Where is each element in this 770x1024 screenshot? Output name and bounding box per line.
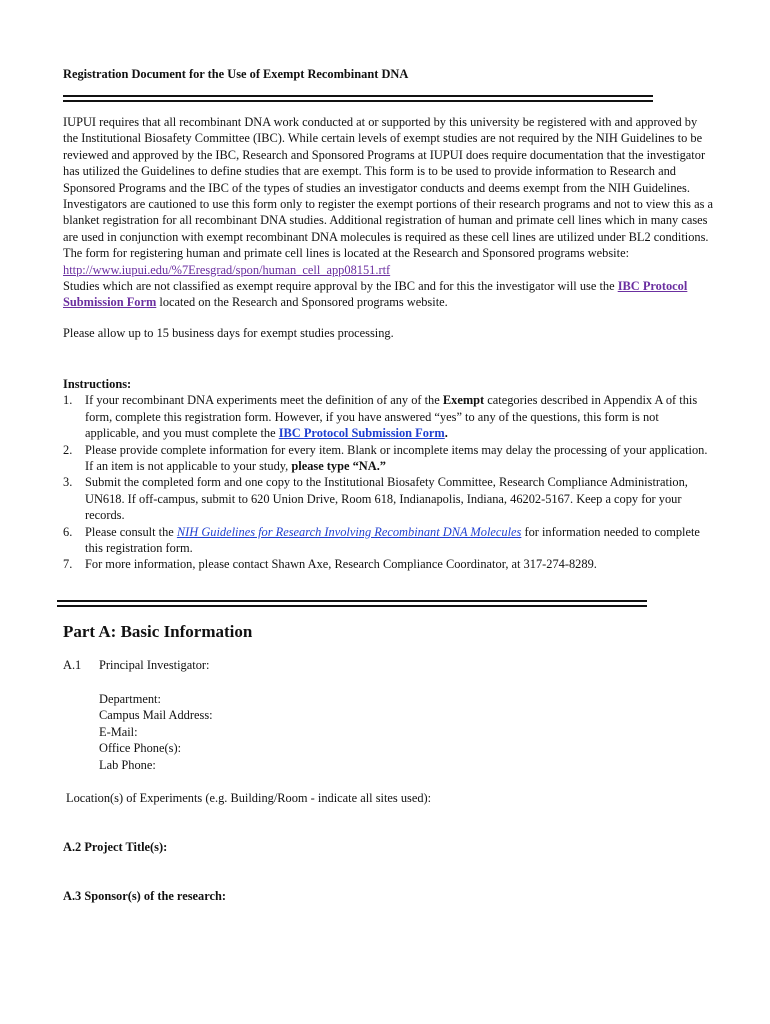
pi-fields: [99, 691, 213, 773]
document-title: Registration Document for the Use of Exempt Recombinant DNA: [63, 67, 409, 81]
list-number: 7.: [63, 557, 73, 572]
lab-phone-field: Lab Phone:: [99, 757, 156, 772]
list-number: 2.: [63, 442, 73, 457]
text-run: Please provide complete information for every item. Blank or incomplete items may delay the processing of your application. If an item is not applicable to your study,: [85, 442, 708, 474]
list-item: [63, 524, 713, 557]
double-rule-divider-2: [57, 600, 647, 607]
department-field: Department:: [99, 692, 161, 706]
ibc-protocol-form-link-2[interactable]: IBC Protocol Submission Form: [278, 426, 445, 441]
ibc-protocol-form-link[interactable]: IBC Protocol Submission Form: [63, 279, 688, 310]
sponsor-field: A.3 Sponsor(s) of the research:: [63, 889, 227, 903]
instructions-list: [63, 392, 713, 572]
intro-section: [63, 114, 713, 341]
list-number: 6.: [63, 524, 73, 539]
list-text: [85, 392, 713, 441]
text-run: .: [444, 426, 448, 441]
double-rule-divider: [63, 95, 653, 102]
text-run: categories described in Appendix A of this form, complete this registration form. However, if you have answered “yes” to any of the questions, this form is not applicable, and you must complete the: [85, 393, 698, 441]
cell-lines-form-link[interactable]: http://www.iupui.edu/%7Eresgrad/spon/human_cell_app08151.rtf: [63, 262, 391, 277]
nih-guidelines-link[interactable]: NIH Guidelines for Research Involving Recombinant DNA Molecules: [176, 524, 522, 539]
text-run: Please consult the: [85, 524, 177, 539]
list-text: Submit the completed form and one copy to the Institutional Biosafety Committee, Research Compliance Administration, UN618. If off-campus, submit to 620 Union Drive, Room 618, Indianapolis, Indiana, 46202-5167. Keep a copy for your records.: [85, 475, 688, 523]
text-run: If your recombinant DNA experiments meet the definition of any of the: [85, 393, 443, 408]
intro-paragraph: [63, 114, 713, 278]
intro-text-2: Studies which are not classified as exempt require approval by the IBC and for this the investigator will use the: [63, 279, 618, 294]
a1-text: Principal Investigator:: [99, 658, 210, 672]
email-field: E-Mail:: [99, 724, 138, 739]
non-exempt-paragraph: [63, 278, 713, 311]
campus-mail-field: Campus Mail Address:: [99, 708, 213, 723]
instructions-heading: Instructions:: [63, 377, 132, 391]
instructions-section: [63, 376, 713, 573]
processing-time-note: Please allow up to 15 business days for exempt studies processing.: [63, 325, 394, 340]
na-instruction-bold: please type “NA.”: [291, 459, 387, 474]
list-text: [85, 442, 713, 475]
exempt-bold: Exempt: [442, 393, 485, 408]
a1-label: A.1: [63, 658, 82, 672]
principal-investigator-row: [63, 657, 209, 673]
list-item: [63, 392, 713, 441]
list-text: [85, 524, 713, 557]
text-run: for information needed to complete this registration form.: [85, 524, 700, 556]
list-number: 1.: [63, 393, 73, 408]
project-title-field: A.2 Project Title(s):: [63, 840, 168, 854]
list-number: 3.: [63, 475, 73, 490]
list-item: [63, 474, 713, 523]
part-a-heading: Part A: Basic Information: [63, 622, 253, 641]
office-phone-field: Office Phone(s):: [99, 741, 182, 756]
intro-text-1: IUPUI requires that all recombinant DNA work conducted at or supported by this university be registered with and approved by the Institutional Biosafety Committee (IBC). While certain levels of exempt studies are not required by the NIH Guidelines to be reviewed and approved by the IBC, Research and Sponsored Programs at IUPUI does require documentation that the investigator has utilized the Guidelines to define studies that are exempt. This form is to be used to provide information to Research and Sponsored Programs and the IBC of the types of studies an investigator conducts and deems exempt from the NIH Guidelines. Investigators are cautioned to use this form only to register the exempt portions of their research programs and not to view this as a blanket registration for all recombinant DNA studies. Additional registration of human and primate cell lines which in many cases are used in conjunction with exempt recombinant DNA molecules is required as these cell lines are utilized under BL2 conditions. The form for registering human and primate cell lines is located at the Research and Sponsored programs website:: [63, 115, 713, 261]
list-text: For more information, please contact Shawn Axe, Research Compliance Coordinator, at 317-274-8289.: [85, 557, 597, 572]
experiment-locations-field: Location(s) of Experiments (e.g. Building/Room - indicate all sites used):: [66, 791, 432, 805]
intro-text-3: located on the Research and Sponsored programs website.: [156, 295, 448, 310]
list-item: [63, 556, 713, 572]
list-item: [63, 442, 713, 475]
